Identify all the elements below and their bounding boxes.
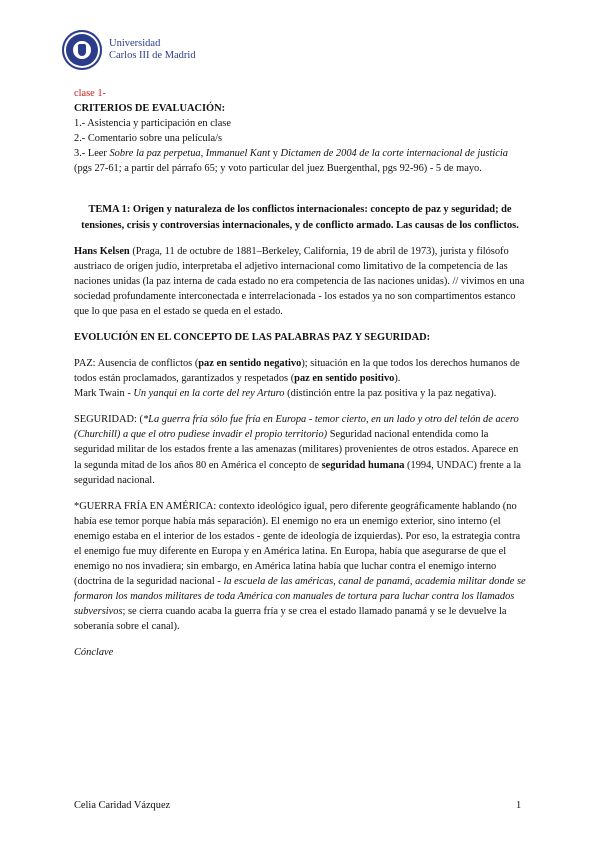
peace-paragraph: PAZ: Ausencia de conflictos (paz en sentido negativo); situación en la que todos los derechos humanos de todos están proclamados, garantizados y respetados (paz en sentido positivo).	[74, 358, 520, 385]
criterion-1: 1.- Asistencia y participación en clase	[74, 118, 231, 130]
criteria-title: CRITERIOS DE EVALUACIÓN:	[74, 103, 226, 115]
university-line-1: Universidad	[109, 37, 161, 49]
security-paragraph: SEGURIDAD: (*La guerra fría sólo fue fría en Europa - temor cierto, en un lado y otro del telón de acero (Churchill) a que el otro pudiese invadir el propio territorio) Seguridad nacional entendida como la seguridad militar de los estados frente a las amenazas (militares) provenientes de otros estados. Aparece en la segunda mitad de los años 80 en América el concepto de seguridad humana (1994, UNDAC) frente a la seguridad nacional.	[74, 414, 522, 486]
university-seal-icon	[62, 30, 102, 70]
university-header	[62, 30, 196, 70]
kelsen-paragraph: Hans Kelsen (Praga, 11 de octubre de 1881–Berkeley, California, 19 de abril de 1973), jurista y filósofo austriaco de origen judío, interpretaba el adjetivo internacional como limitativo de la competencia de las naciones unidas (la paz interna de cada estado no era competencia de las naciones unidas). // vivimos en una sociedad profundamente interconectada e interrelacionada - los estados ya no son compartimentos estanco que lo que pasa en el estado se queda en el estado.	[74, 245, 525, 317]
cold-war-paragraph: *GUERRA FRÍA EN AMÉRICA: contexto ideológico igual, pero diferente geográficamente hablando (no había ese temor porque había más separación). El enemigo no era un enemigo exterior, sino interno (el enemigo estaba en el interior de los estados - gente de ideología de izquierdas). Por eso, la estrategia contra el enemigo fue muy diferente en Europa y en América latina. En Europa, había que asegurarse de que el enemigo no nos invadiera; sin embargo, en América latina había que luchar contra el enemigo interno (doctrina de la seguridad nacional - la escuela de las américas, canal de panamá, academia militar donde se formaron los mandos militares de toda América con manuales de tortura para luchar contra los llamados subversivos; se cierra cuando acaba la guerra fría y se crea el estado llamado panamá y se le devuelve la soberanía sobre el canal).	[74, 500, 526, 633]
criterion-2: 2.- Comentario sobre una película/s	[74, 133, 223, 145]
topic-title: TEMA 1: Origen y naturaleza de los conflictos internacionales: concepto de paz y seguridad; de tensiones, crisis y controversias internacionales, y de conflicto armado. Las causas de los conflictos.	[81, 204, 519, 231]
university-name	[109, 38, 196, 62]
criterion-3: 3.- Leer Sobre la paz perpetua, Immanuel Kant y Dictamen de 2004 de la corte internacional de justicia (pgs 27-61; a partir del párrafo 65; y voto particular del juez Buergenthal, pgs 92-96) - 5 de mayo.	[74, 148, 508, 175]
conclave-heading: Cónclave	[74, 647, 114, 659]
document-body	[74, 86, 526, 661]
footer-author: Celia Caridad Vázquez	[74, 800, 171, 811]
class-label: clase 1-	[74, 88, 107, 99]
twain-line: Mark Twain - Un yanqui en la corte del rey Arturo (distinción entre la paz positiva y la paz negativa).	[74, 388, 497, 400]
footer-page-number: 1	[516, 800, 522, 811]
university-line-2: Carlos III de Madrid	[109, 50, 196, 61]
evolution-title: EVOLUCIÓN EN EL CONCEPTO DE LAS PALABRAS PAZ Y SEGURIDAD:	[74, 332, 431, 344]
